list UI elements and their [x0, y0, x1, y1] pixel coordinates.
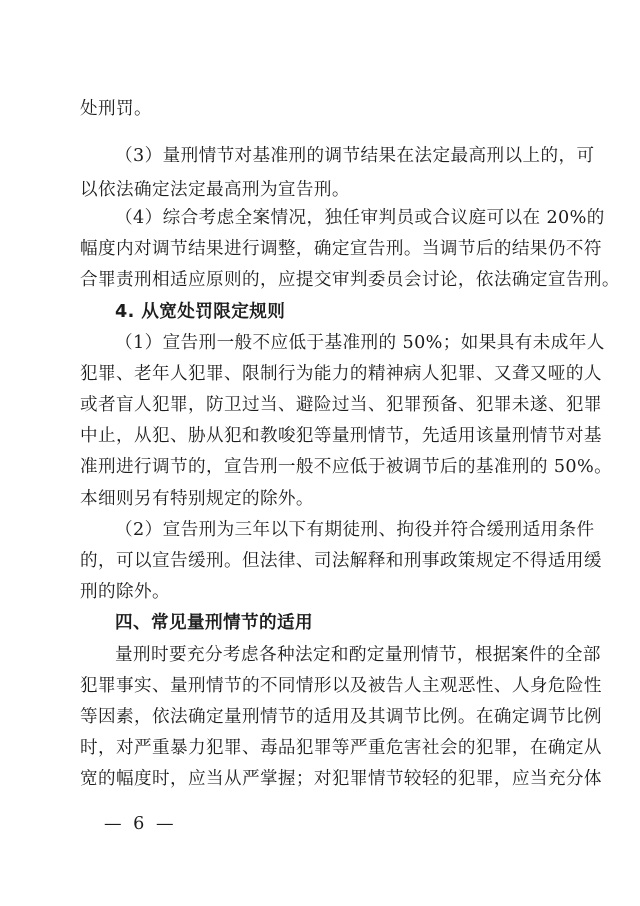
paragraph-line: 处刑罚。	[80, 99, 152, 119]
paragraph-line: 本细则另有特别规定的除外。	[80, 489, 314, 509]
paragraph-line: （2）宣告刑为三年以下有期徒刑、拘役并符合缓刑适用条件	[115, 520, 595, 540]
paragraph-line: 犯罪事实、量刑情节的不同情形以及被告人主观恶性、人身危险性	[80, 676, 602, 696]
paragraph-line: 或者盲人犯罪，防卫过当、避险过当、犯罪预备、犯罪未遂、犯罪	[80, 395, 602, 415]
paragraph-line: 合罪责刑相适应原则的，应提交审判委员会讨论，依法确定宣告刑。	[80, 270, 620, 290]
paragraph-line: （1）宣告刑一般不应低于基准刑的 50%；如果具有未成年人	[115, 333, 605, 353]
paragraph-line: 等因素，依法确定量刑情节的适用及其调节比例。在确定调节比例	[80, 707, 602, 727]
paragraph-line: 中止，从犯、胁从犯和教唆犯等量刑情节，先适用该量刑情节对基	[80, 426, 602, 446]
section-heading: 四、常见量刑情节的适用	[115, 613, 313, 633]
paragraph-line: （4）综合考虑全案情况，独任审判员或合议庭可以在 20%的	[115, 208, 605, 228]
paragraph-line: （3）量刑情节对基准刑的调节结果在法定最高刑以上的，可	[115, 146, 595, 166]
paragraph-line: 准刑进行调节的，宣告刑一般不应低于被调节后的基准刑的 50%。	[80, 457, 613, 477]
paragraph-line: 犯罪、老年人犯罪、限制行为能力的精神病人犯罪、又聋又哑的人	[80, 364, 602, 384]
paragraph-line: 的，可以宣告缓刑。但法律、司法解释和刑事政策规定不得适用缓	[80, 551, 602, 571]
paragraph-line: 量刑时要充分考虑各种法定和酌定量刑情节，根据案件的全部	[115, 645, 601, 665]
paragraph-line: 以依法确定法定最高刑为宣告刑。	[80, 180, 350, 200]
paragraph-line: 宽的幅度时，应当从严掌握；对犯罪情节较轻的犯罪，应当充分体	[80, 769, 602, 789]
page-number: — 6 —	[104, 814, 177, 834]
paragraph-line: 刑的除外。	[80, 582, 170, 602]
paragraph-line: 幅度内对调节结果进行调整，确定宣告刑。当调节后的结果仍不符	[80, 239, 602, 259]
section-heading: 4. 从宽处罚限定规则	[115, 302, 286, 322]
paragraph-line: 时，对严重暴力犯罪、毒品犯罪等严重危害社会的犯罪，在确定从	[80, 738, 602, 758]
